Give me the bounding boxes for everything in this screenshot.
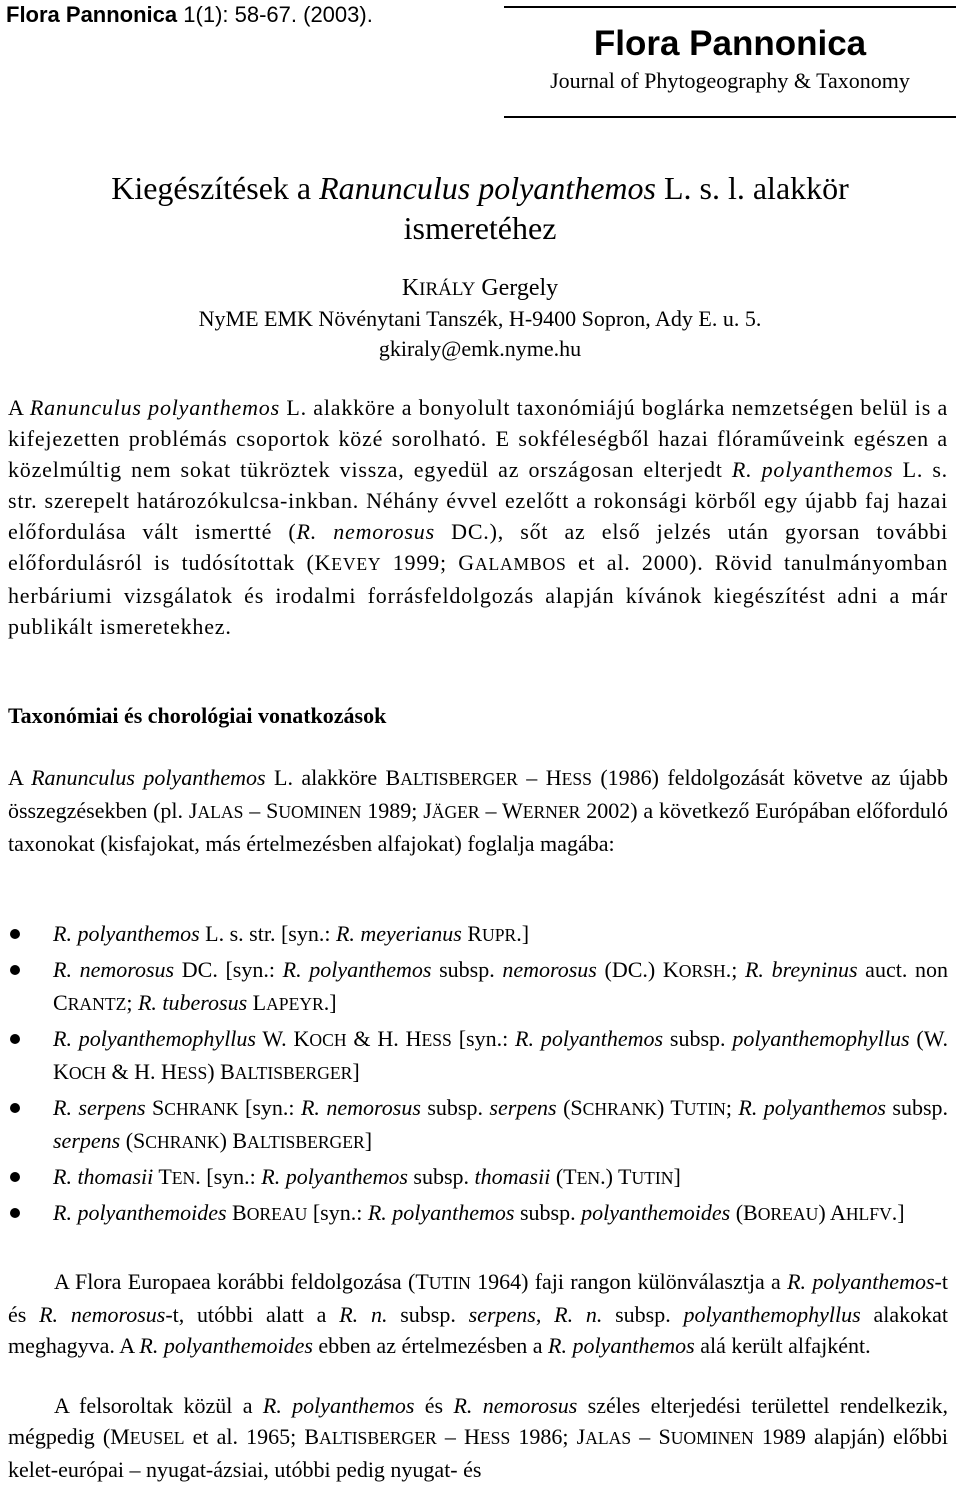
- author-ref: HESS: [161, 1059, 208, 1084]
- abstract: [8, 392, 948, 642]
- text: (DC.): [596, 957, 663, 982]
- text: & H.: [106, 1059, 162, 1084]
- text: (: [730, 1200, 744, 1225]
- taxon: R. n.: [554, 1302, 603, 1327]
- author-ref: HESS: [464, 1424, 511, 1449]
- text: A: [8, 395, 30, 420]
- text: L. alakköre: [265, 765, 386, 790]
- text: és: [414, 1393, 454, 1418]
- author-ref: TUTIN: [670, 1095, 726, 1120]
- abstract-paragraph: [8, 392, 948, 642]
- taxon: serpens: [489, 1095, 557, 1120]
- taxon: R. polyanthemos: [731, 457, 894, 482]
- author-ref: SCHRANK: [570, 1095, 657, 1120]
- author-ref: BALTISBERGER: [232, 1128, 365, 1153]
- text: ): [656, 1095, 671, 1120]
- text: A felsoroltak közül a: [54, 1393, 263, 1418]
- author-surname-initial: K: [401, 275, 420, 301]
- text: subsp.: [420, 1095, 490, 1120]
- author-ref: KORSH: [662, 957, 726, 982]
- text: [syn.:: [307, 1200, 368, 1225]
- text: (: [120, 1128, 134, 1153]
- text: alá került alfajként.: [694, 1333, 871, 1358]
- text: .]: [891, 1200, 905, 1225]
- taxon: R. nemorosus: [53, 957, 175, 982]
- text: et al. 2000). Rövid tanulmányomban herbáriumi vizsgálatok és irodalmi forrásfeldolgozás alapján kívánok kiegészítést adni a már publikált ismeretekhez.: [8, 550, 948, 639]
- text: -t és: [8, 1269, 948, 1327]
- text: 1986;: [510, 1424, 577, 1449]
- affiliation: NyME EMK Növénytani Tanszék, H-9400 Sopron, Ady E. u. 5.: [198, 306, 762, 331]
- taxon: R. nemorosus: [453, 1393, 578, 1418]
- title-text: L. s. l. alakkör: [655, 170, 849, 206]
- text: L. alakköre a bonyolult taxonómiájú boglárka nemzetségen belül is a kifejezetten problémás csoportok közé sorolható. E sokféleségből hazai flóraműveink egészen a közelmúltig nem sokat tükröztek vissza, egyedül az országosan elterjedt: [8, 395, 949, 482]
- taxon: R. polyanthemos: [515, 1026, 664, 1051]
- taxon-item: [8, 1197, 948, 1230]
- taxon: R. polyanthemos: [738, 1095, 886, 1120]
- text: alakokat meghagyva. A: [8, 1302, 949, 1358]
- taxon: R. n.: [339, 1302, 388, 1327]
- text: A Flora Europaea korábbi feldolgozása (: [54, 1269, 416, 1294]
- text: ): [219, 1128, 233, 1153]
- author-ref: JALAS: [576, 1424, 632, 1449]
- text: ): [818, 1200, 830, 1225]
- taxon: thomasii: [474, 1164, 551, 1189]
- text: 1989;: [361, 798, 424, 823]
- author-ref: GALAMBOS: [458, 550, 567, 575]
- author-ref: HESS: [405, 1026, 452, 1051]
- author-ref: SUOMINEN: [658, 1424, 754, 1449]
- text: –: [436, 1424, 465, 1449]
- text: ebben az értelmezésben a: [312, 1333, 549, 1358]
- author-ref: BALTISBERGER: [220, 1059, 353, 1084]
- text: ): [207, 1059, 221, 1084]
- taxon: R. polyanthemos: [548, 1333, 695, 1358]
- text: 1964) faji rangon különválasztja a: [470, 1269, 788, 1294]
- text: L. s. str. szerepelt határozókulcsa-inkban. Néhány évvel ezelőtt a rokonsági körből egy újabb faj hazai előfordulása vált ismertté (: [8, 457, 948, 544]
- author-ref: TUTIN: [415, 1269, 471, 1294]
- author-ref: BOREAU: [232, 1200, 308, 1225]
- taxon: R. nemorosus: [296, 519, 435, 544]
- author-ref: CRANTZ: [53, 990, 127, 1015]
- text: –: [243, 798, 267, 823]
- email-link[interactable]: gkiraly@emk.nyme.hu: [378, 336, 582, 361]
- text: -t, utóbbi alatt a: [165, 1302, 340, 1327]
- text: et al. 1965;: [184, 1424, 305, 1449]
- text: W.: [255, 1026, 294, 1051]
- text: .]: [323, 990, 337, 1015]
- taxon: serpens: [53, 1128, 121, 1153]
- paragraph-distribution: [8, 1390, 948, 1485]
- text: ]: [673, 1164, 681, 1189]
- taxon-item: [8, 1023, 948, 1089]
- text: subsp.: [885, 1095, 949, 1120]
- text: (W.: [909, 1026, 948, 1051]
- bullet-icon: [10, 1172, 20, 1182]
- taxon: R. nemorosus: [39, 1302, 166, 1327]
- text: ]: [364, 1128, 373, 1153]
- taxon: R. polyanthemos: [367, 1200, 515, 1225]
- author-ref: JALAS: [188, 798, 244, 823]
- author-ref: SUOMINEN: [266, 798, 362, 823]
- citation-volume: 1(1): 58-67. (2003).: [183, 2, 373, 27]
- affiliation-block: [0, 304, 960, 364]
- section-paragraph: [8, 762, 948, 859]
- author-ref: LAPEYR: [252, 990, 324, 1015]
- taxon-item: [8, 1092, 948, 1158]
- taxon: R. polyanthemos: [53, 921, 200, 946]
- author-ref: BALTISBERGER: [304, 1424, 437, 1449]
- journal-subtitle: Journal of Phytogeography & Taxonomy: [550, 68, 910, 93]
- text: 2002) a következő Európában előforduló taxonokat (kisfajokat, más értelmezésben alfajokat) foglalja magába:: [8, 798, 948, 856]
- title-text: Kiegészítések a: [111, 170, 320, 206]
- bullet-icon: [10, 1103, 20, 1113]
- text: subsp.: [602, 1302, 684, 1327]
- text: A: [8, 765, 32, 790]
- author-ref: RUPR: [467, 921, 517, 946]
- taxon: R. tuberosus: [137, 990, 248, 1015]
- author-given-name: Gergely: [475, 275, 559, 301]
- text: ;: [126, 990, 138, 1015]
- author-ref: KOCH: [293, 1026, 347, 1051]
- taxon: R. polyanthemos: [282, 957, 432, 982]
- article-title: [0, 168, 960, 248]
- taxon: R. polyanthemos: [787, 1269, 935, 1294]
- taxon-item: [8, 918, 948, 951]
- author-ref: SCHRANK: [133, 1128, 220, 1153]
- text: subsp.: [407, 1164, 475, 1189]
- text: (: [550, 1164, 564, 1189]
- bullet-icon: [10, 1208, 20, 1218]
- author-ref: BOREAU: [743, 1200, 819, 1225]
- text: 1999;: [381, 550, 459, 575]
- text: subsp.: [663, 1026, 733, 1051]
- text: ]: [352, 1059, 360, 1084]
- taxon-item: [8, 954, 948, 1020]
- author-ref: WERNER: [501, 798, 581, 823]
- author-ref: KOCH: [53, 1059, 107, 1084]
- text: .]: [516, 921, 530, 946]
- paragraph-flora-europaea: [8, 1266, 948, 1361]
- citation: [6, 2, 373, 28]
- text: .): [600, 1164, 618, 1189]
- text: subsp.: [387, 1302, 469, 1327]
- text: –: [479, 798, 502, 823]
- text: ;: [725, 1095, 739, 1120]
- text: 1989 alapján) előbbi kelet-európai – nyugat-ázsiai, utóbbi pedig nyugat- és: [8, 1424, 949, 1482]
- author-ref: BALTISBERGER: [385, 765, 518, 790]
- text: (1986) feldolgozását követve az újabb összegzésekben (pl.: [8, 765, 948, 823]
- title-text: ismeretéhez: [403, 210, 557, 246]
- bullet-icon: [10, 929, 20, 939]
- text: [syn.:: [451, 1026, 516, 1051]
- taxa-list: [8, 918, 948, 1233]
- paragraph: [8, 762, 948, 859]
- taxon-item: [8, 1161, 948, 1194]
- bullet-icon: [10, 1034, 20, 1044]
- taxon: R. polyanthemoides: [53, 1200, 227, 1225]
- taxon: R. breyninus: [744, 957, 858, 982]
- author-ref: MEUSEL: [110, 1424, 185, 1449]
- text: .;: [725, 957, 745, 982]
- taxon: Ranunculus polyanthemos: [31, 765, 266, 790]
- taxon: polyanthemophyllus: [732, 1026, 910, 1051]
- text: . [syn.:: [195, 1164, 262, 1189]
- text: [syn.:: [238, 1095, 301, 1120]
- author-ref: HESS: [545, 765, 592, 790]
- taxon: R. thomasii: [53, 1164, 154, 1189]
- text: ,: [535, 1302, 555, 1327]
- taxon: R. serpens: [53, 1095, 146, 1120]
- taxon: serpens: [468, 1302, 536, 1327]
- author-ref: AHLFV: [829, 1200, 892, 1225]
- title-taxon: Ranunculus polyanthemos: [319, 170, 656, 206]
- text: DC.), sőt az első jelzés után gyorsan további előfordulásról is tudósítottak (: [8, 519, 948, 575]
- text: (: [556, 1095, 571, 1120]
- text: –: [517, 765, 546, 790]
- text: széles elterjedési területtel rendelkezik, mégpedig (: [8, 1393, 948, 1449]
- taxon: R. nemorosus: [300, 1095, 421, 1120]
- taxon: R. polyanthemos: [261, 1164, 408, 1189]
- author-ref: JÄGER: [423, 798, 480, 823]
- text: L. s. str. [syn.:: [199, 921, 336, 946]
- citation-journal: Flora Pannonica: [6, 2, 178, 27]
- text: auct. non: [857, 957, 948, 982]
- text: subsp.: [431, 957, 503, 982]
- author: [0, 273, 960, 305]
- author-ref: SCHRANK: [152, 1095, 239, 1120]
- taxon: polyanthemoides: [581, 1200, 731, 1225]
- paragraph: [8, 1390, 948, 1485]
- taxon: polyanthemophyllus: [683, 1302, 861, 1327]
- journal-name: Flora Pannonica: [593, 24, 867, 63]
- text: subsp.: [514, 1200, 582, 1225]
- text: & H.: [346, 1026, 406, 1051]
- author-ref: TUTIN: [618, 1164, 674, 1189]
- taxon: nemorosus: [502, 957, 597, 982]
- paragraph: [8, 1266, 948, 1361]
- text: –: [631, 1424, 659, 1449]
- author-ref: TEN: [158, 1164, 196, 1189]
- author-ref: KEVEY: [314, 550, 382, 575]
- author-ref: TEN: [563, 1164, 601, 1189]
- header-rule-bottom: [504, 116, 956, 118]
- taxon: R. polyanthemos: [262, 1393, 415, 1418]
- header-rule-top: [504, 6, 956, 8]
- bullet-icon: [10, 965, 20, 975]
- taxon: R. polyanthemoides: [139, 1333, 313, 1358]
- taxon: R. meyerianus: [335, 921, 462, 946]
- taxon: Ranunculus polyanthemos: [29, 395, 280, 420]
- text: DC. [syn.:: [174, 957, 283, 982]
- taxon: R. polyanthemophyllus: [53, 1026, 256, 1051]
- section-heading: Taxonómiai és chorológiai vonatkozások: [8, 703, 387, 728]
- author-surname: IRÁLY: [419, 279, 476, 300]
